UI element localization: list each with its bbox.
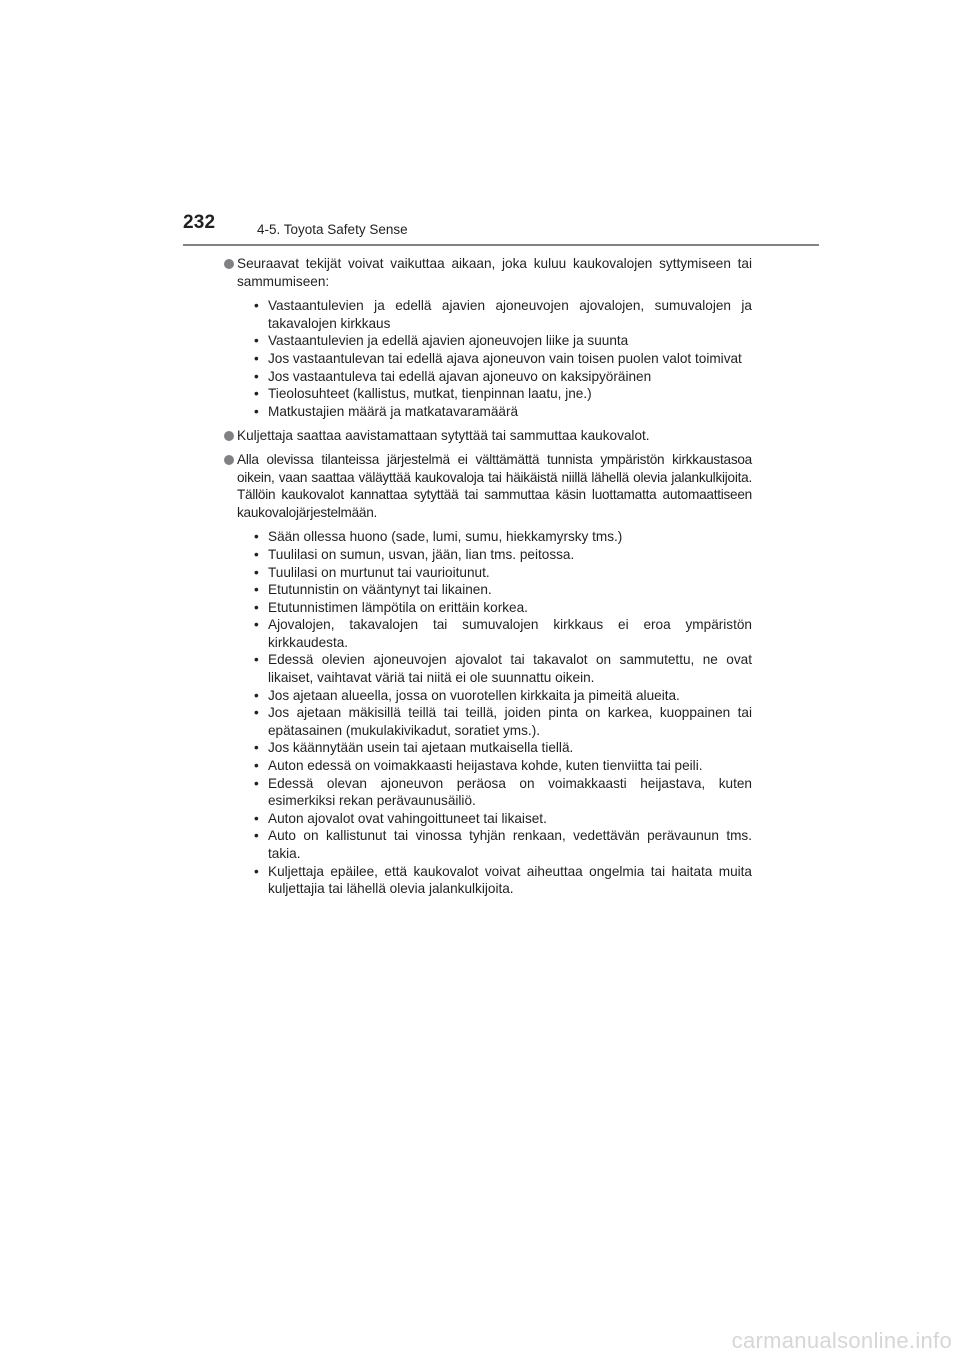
- list-item: • Ajovalojen, takavalojen tai sumuvalojen kirkkaus ei eroa ympäristön kirkkaudesta.: [254, 616, 752, 651]
- list-item: • Sään ollessa huono (sade, lumi, sumu, hiekkamyrsky tms.): [254, 528, 752, 546]
- header-divider: [183, 244, 819, 246]
- bullet-text: Kuljettaja saattaa aavistamattaan sytyttää tai sammuttaa kaukovalot.: [237, 428, 650, 444]
- circle-bullet-icon: [224, 431, 234, 441]
- bullet-text: Alla olevissa tilanteissa järjestelmä ei välttämättä tunnista ympäristön kirkkaustasoa oikein, vaan saattaa väläyttää kaukovaloja tai häikäistä niillä lähellä olevia jalankulkijoita. Tällöin kaukovalot kannattaa sytyttää tai sammuttaa käsin luottamatta automaattiseen kaukovalojärjestelmään.: [237, 451, 752, 520]
- bullet-block-2: [224, 427, 752, 445]
- bullet-text: Seuraavat tekijät voivat vaikuttaa aikaan, joka kuluu kaukovalojen syttymiseen tai sammumiseen:: [237, 256, 752, 289]
- list-item: • Vastaantulevien ja edellä ajavien ajoneuvojen liike ja suunta: [254, 332, 752, 350]
- list-item: • Vastaantulevien ja edellä ajavien ajoneuvojen ajovalojen, sumuvalojen ja takavalojen kirkkaus: [254, 297, 752, 332]
- list-item: • Jos ajetaan mäkisillä teillä tai teillä, joiden pinta on karkea, kuoppainen tai epätasainen (mukulakivikadut, soratiet yms.).: [254, 704, 752, 739]
- circle-bullet-icon: [224, 259, 234, 269]
- list-item: • Auton ajovalot ovat vahingoittuneet tai likaiset.: [254, 810, 752, 828]
- list-item: • Auto on kallistunut tai vinossa tyhjän renkaan, vedettävän perävaunun tms. takia.: [254, 827, 752, 862]
- list-item: • Edessä olevien ajoneuvojen ajovalot tai takavalot on sammutettu, ne ovat likaiset, vaihtavat väriä tai niitä ei ole suunnattu oikein.: [254, 651, 752, 686]
- page-header: [183, 212, 819, 246]
- list-item: • Jos käännytään usein tai ajetaan mutkaisella tiellä.: [254, 739, 752, 757]
- list-item: • Matkustajien määrä ja matkatavaramäärä: [254, 403, 752, 421]
- page-number: 232: [183, 212, 216, 233]
- list-item: • Etutunnistin on vääntynyt tai likainen.: [254, 581, 752, 599]
- list-item: • Edessä olevan ajoneuvon peräosa on voimakkaasti heijastava, kuten esimerkiksi rekan perävaunusäiliö.: [254, 775, 752, 810]
- list-item: • Jos vastaantulevan tai edellä ajava ajoneuvon vain toisen puolen valot toimivat: [254, 350, 752, 368]
- list-item: • Jos vastaantuleva tai edellä ajavan ajoneuvo on kaksipyöräinen: [254, 368, 752, 386]
- list-item: • Tuulilasi on murtunut tai vaurioitunut.: [254, 564, 752, 582]
- list-item: • Auton edessä on voimakkaasti heijastava kohde, kuten tienviitta tai peili.: [254, 757, 752, 775]
- list-item: • Tieolosuhteet (kallistus, mutkat, tienpinnan laatu, jne.): [254, 385, 752, 403]
- list-item: • Jos ajetaan alueella, jossa on vuorotellen kirkkaita ja pimeitä alueita.: [254, 687, 752, 705]
- list-item: • Tuulilasi on sumun, usvan, jään, lian tms. peitossa.: [254, 546, 752, 564]
- bullet-block-3: [224, 451, 752, 898]
- page-content: [224, 255, 752, 905]
- list-item: • Etutunnistimen lämpötila on erittäin korkea.: [254, 599, 752, 617]
- bullet-block-1: [224, 255, 752, 420]
- section-title: 4-5. Toyota Safety Sense: [257, 222, 408, 237]
- sub-list: [237, 297, 752, 420]
- watermark: carmanualsonline.info: [731, 1328, 952, 1353]
- sub-list: [237, 528, 752, 897]
- list-item: • Kuljettaja epäilee, että kaukovalot voivat aiheuttaa ongelmia tai haitata muita kuljettajia tai lähellä olevia jalankulkijoita.: [254, 863, 752, 898]
- circle-bullet-icon: [224, 455, 234, 465]
